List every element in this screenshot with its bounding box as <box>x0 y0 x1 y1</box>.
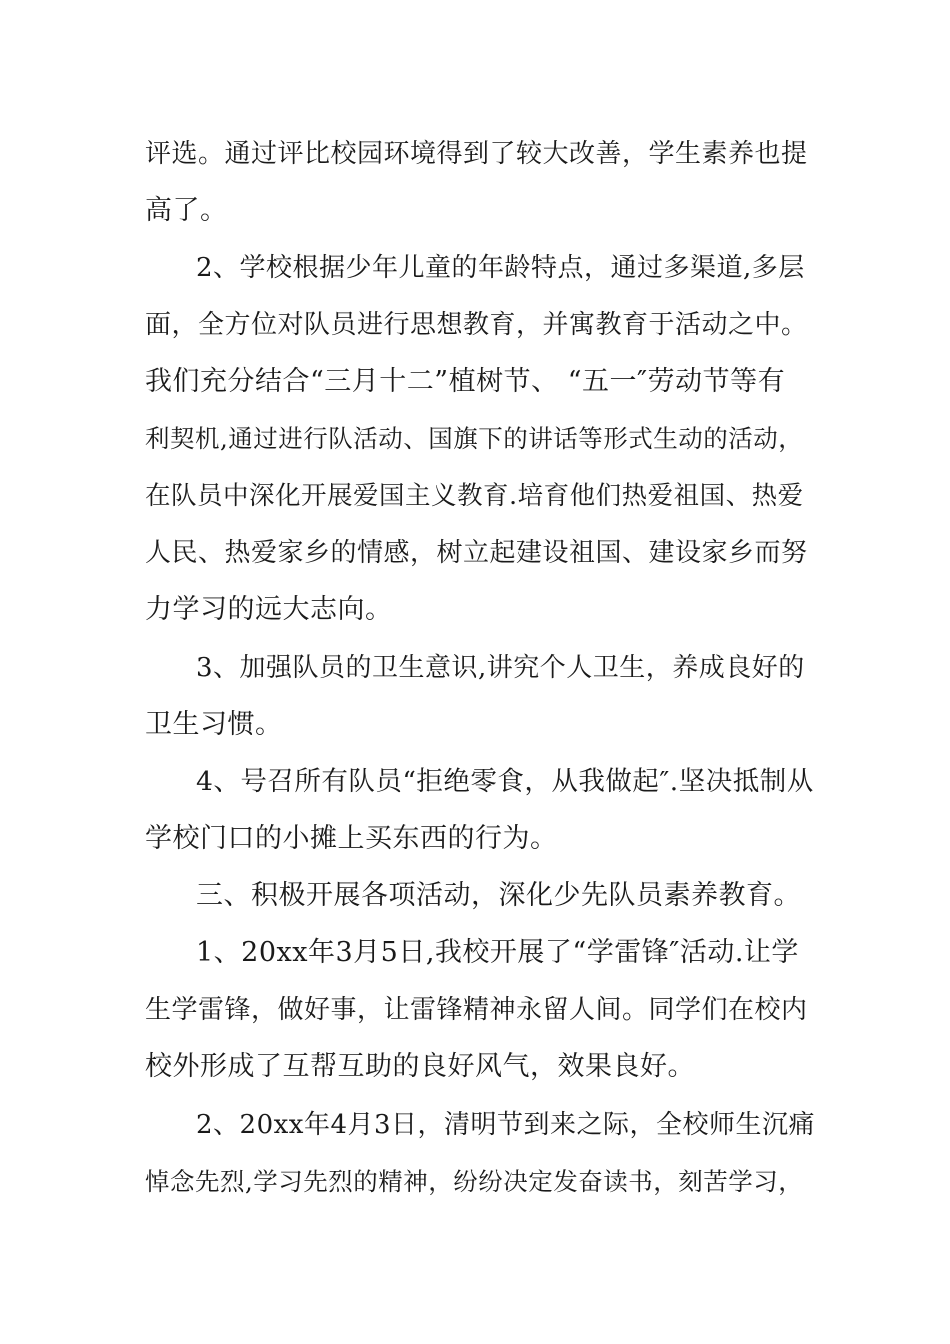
paragraph-start-line: 4、号召所有队员“拒绝零食，从我做起″.坚决抵制从 <box>196 766 814 797</box>
text-line: 利契机,通过进行队活动、国旗下的讲话等形式生动的活动， <box>145 424 804 453</box>
text-line: 评选。通过评比校园环境得到了较大改善，学生素养也提 <box>145 139 808 169</box>
paragraph-start-line: 2、学校根据少年儿童的年龄特点，通过多渠道,多层 <box>196 253 805 283</box>
text-line: 悼念先烈,学习先烈的精神，纷纷决定发奋读书，刻苦学习， <box>145 1167 804 1196</box>
text-line: 生学雷锋，做好事，让雷锋精神永留人间。同学们在校内 <box>145 995 808 1025</box>
text-line: 我们充分结合“三月十二”植树节、 “五一″劳动节等有 <box>145 366 786 397</box>
text-line: 卫生习惯。 <box>145 709 283 740</box>
paragraph-start-line: 2、20xx年4月3日，清明节到来之际，全校师生沉痛 <box>196 1110 816 1140</box>
text-line: 力学习的远大志向。 <box>145 594 393 625</box>
text-line: 校外形成了互帮互助的良好风气，效果良好。 <box>145 1051 695 1082</box>
paragraph-start-line: 1、20xx年3月5日,我校开展了“学雷锋″活动.让学 <box>196 937 799 968</box>
text-line: 人民、热爱家乡的情感，树立起建设祖国、建设家乡而努 <box>145 538 808 568</box>
text-line: 在队员中深化开展爱国主义教育.培育他们热爱祖国、热爱 <box>145 481 804 511</box>
text-line: 面，全方位对队员进行思想教育，并寓教育于活动之中。 <box>145 310 808 340</box>
paragraph-start-line: 3、加强队员的卫生意识,讲究个人卫生，养成良好的 <box>196 653 805 683</box>
text-line: 高了。 <box>145 195 228 226</box>
section-heading: 三、积极开展各项活动，深化少先队员素养教育。 <box>196 880 801 911</box>
text-line: 学校门口的小摊上买东西的行为。 <box>145 823 558 854</box>
